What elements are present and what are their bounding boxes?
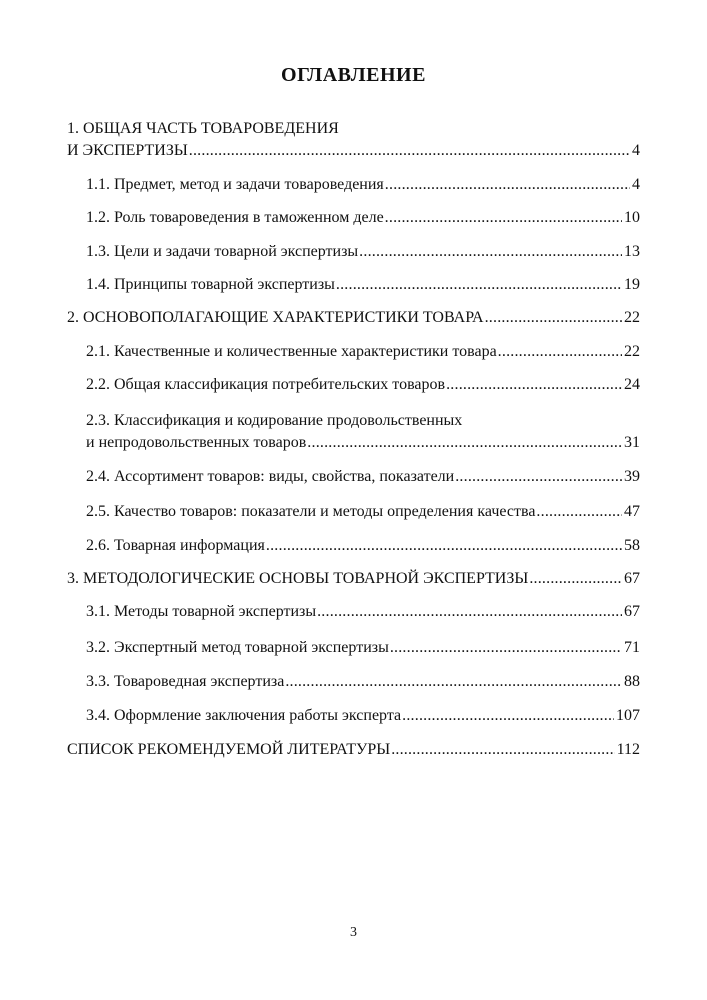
dot-leader: [446, 374, 622, 396]
dot-leader: [307, 432, 622, 454]
toc-entry-text: 1.3. Цели и задачи товарной экспертизы: [86, 243, 359, 260]
dot-leader: [455, 466, 622, 488]
dot-leader: [529, 568, 622, 590]
dot-leader: [285, 671, 622, 693]
toc-page-number: 24: [624, 376, 640, 393]
toc-entry-text: 3.4. Оформление заключения работы эксперта: [86, 707, 402, 724]
toc-entry-section-1-2[interactable]: [86, 207, 640, 229]
toc-page-number: 22: [624, 343, 640, 360]
toc-page-number: 107: [616, 707, 640, 724]
page-title: ОГЛАВЛЕНИЕ: [281, 64, 426, 86]
toc-page-number: 71: [624, 639, 640, 656]
toc-entry-text-line: 2.3. Классификация и кодирование продовольственных: [86, 412, 463, 429]
toc-entry-chapter-2[interactable]: [67, 307, 640, 329]
toc-page-number: 13: [624, 243, 640, 260]
toc-entry-section-3-2[interactable]: [86, 637, 640, 659]
toc-entry-text: 3. МЕТОДОЛОГИЧЕСКИЕ ОСНОВЫ ТОВАРНОЙ ЭКСПЕРТИЗЫ: [67, 570, 529, 587]
toc-entry-section-1-1[interactable]: [86, 174, 640, 196]
toc-entry-section-1-4[interactable]: [86, 274, 640, 296]
toc-entry-section-3-1[interactable]: [86, 601, 640, 623]
toc-entry-chapter-1[interactable]: [67, 118, 640, 162]
toc-page-number: 47: [624, 503, 640, 520]
toc-entry-text: 2.1. Качественные и количественные характеристики товара: [86, 343, 497, 360]
toc-entry-text: 2.4. Ассортимент товаров: виды, свойства, показатели: [86, 468, 455, 485]
toc-page-number: 4: [632, 142, 640, 159]
toc-page-number: 67: [624, 603, 640, 620]
toc-entry-text-line: 1. ОБЩАЯ ЧАСТЬ ТОВАРОВЕДЕНИЯ: [67, 120, 339, 137]
toc-page-number: 67: [624, 570, 640, 587]
toc-entry-section-2-3[interactable]: [86, 410, 640, 454]
toc-page-number: 58: [624, 537, 640, 554]
toc-entry-section-3-3[interactable]: [86, 671, 640, 693]
dot-leader: [390, 637, 622, 659]
toc-entry-text: СПИСОК РЕКОМЕНДУЕМОЙ ЛИТЕРАТУРЫ: [67, 741, 391, 758]
toc-entry-text: 2.2. Общая классификация потребительских товаров: [86, 376, 446, 393]
toc-entry-section-2-1[interactable]: [86, 341, 640, 363]
toc-entry-text: 3.2. Экспертный метод товарной экспертизы: [86, 639, 389, 656]
toc-entry-text: 2.5. Качество товаров: показатели и методы определения качества: [86, 503, 536, 520]
dot-leader: [266, 535, 622, 557]
toc-page-number: 39: [624, 468, 640, 485]
toc-entry-text-line: и непродовольственных товаров: [86, 434, 307, 451]
toc-entry-section-3-4[interactable]: [86, 705, 640, 727]
toc-entry-section-2-4[interactable]: [86, 466, 640, 488]
toc-entry-text: 3.3. Товароведная экспертиза: [86, 673, 285, 690]
toc-entry-text: 3.1. Методы товарной экспертизы: [86, 603, 317, 620]
dot-leader: [498, 341, 622, 363]
toc-entry-section-1-3[interactable]: [86, 241, 640, 263]
page-number: 3: [350, 925, 357, 940]
toc-entry-text-line: И ЭКСПЕРТИЗЫ: [67, 142, 188, 159]
dot-leader: [189, 140, 630, 162]
dot-leader: [385, 174, 630, 196]
toc-page-number: 31: [624, 434, 640, 451]
toc-entry-text: 2. ОСНОВОПОЛАГАЮЩИЕ ХАРАКТЕРИСТИКИ ТОВАРА: [67, 309, 484, 326]
toc-page-number: 22: [624, 309, 640, 326]
dot-leader: [317, 601, 622, 623]
toc-page-number: 4: [632, 176, 640, 193]
toc-page-number: 112: [616, 741, 640, 758]
dot-leader: [336, 274, 622, 296]
toc-entry-text: 1.1. Предмет, метод и задачи товароведения: [86, 176, 384, 193]
dot-leader: [391, 739, 614, 761]
dot-leader: [485, 307, 622, 329]
toc-entry-text: 2.6. Товарная информация: [86, 537, 265, 554]
toc-page-number: 19: [624, 276, 640, 293]
toc-entry-section-2-6[interactable]: [86, 535, 640, 557]
dot-leader: [359, 241, 622, 263]
dot-leader: [385, 207, 622, 229]
toc-page-number: 88: [624, 673, 640, 690]
toc-entry-text: 1.2. Роль товароведения в таможенном деле: [86, 209, 384, 226]
toc-entry-text: 1.4. Принципы товарной экспертизы: [86, 276, 335, 293]
toc-entry-chapter-3[interactable]: [67, 568, 640, 590]
toc-entry-section-2-2[interactable]: [86, 374, 640, 396]
dot-leader: [536, 501, 622, 523]
toc-entry-section-2-5[interactable]: [86, 501, 640, 523]
toc-page-number: 10: [624, 209, 640, 226]
toc-entry-references[interactable]: [67, 739, 640, 761]
dot-leader: [402, 705, 614, 727]
